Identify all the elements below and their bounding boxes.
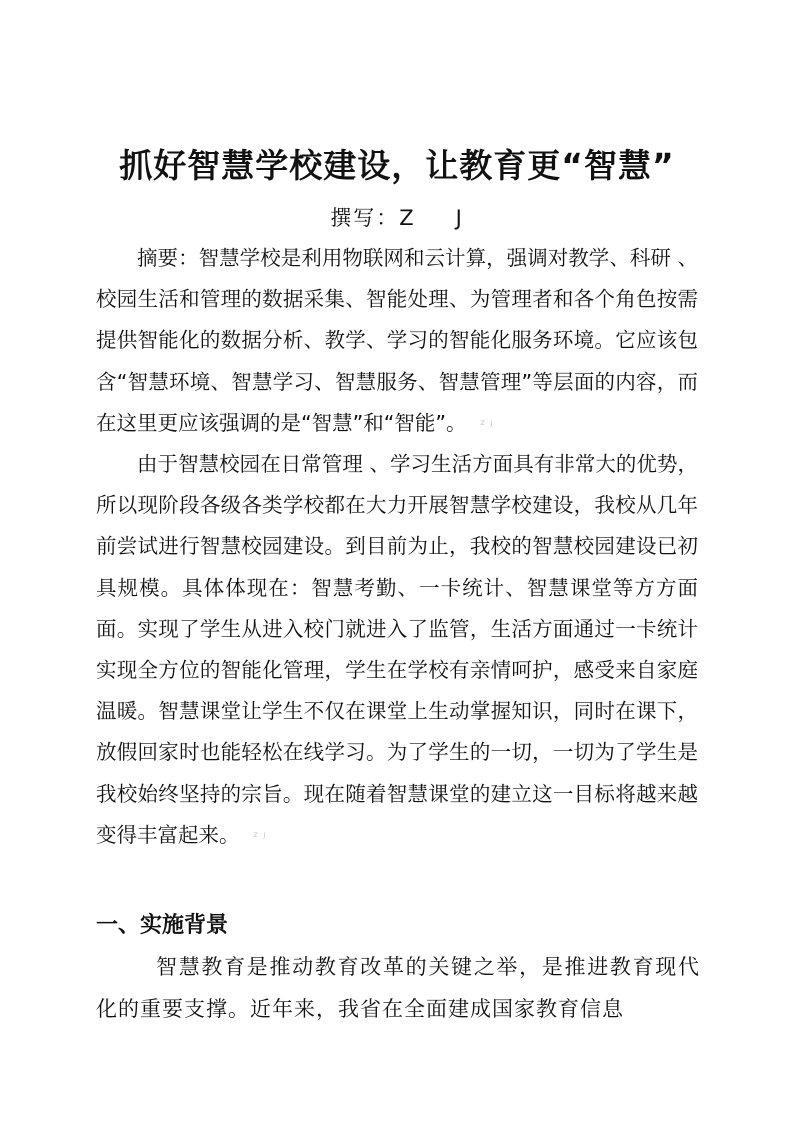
- document-title: 抓好智慧学校建设，让教育更“智慧”: [119, 146, 675, 185]
- section-paragraph: 智慧教育是推动教育改革的关键之举，是推进教育现代化的重要支撑。近年来，我省在全面建成国家教育信息: [96, 955, 700, 1021]
- watermark-speck: Z J: [480, 420, 495, 428]
- body-paragraph: [96, 444, 698, 856]
- abstract-text: 摘要：智慧学校是利用物联网和云计算，强调对教学、科研 、校园生活和管理的数据采集、智能处理、为管理者和各个角色按需提供智能化的数据分析、教学、学习的智能化服务环境。它应该包含“智慧环境、智慧学习、智慧服务、智慧管理”等层面的内容，而在这里更应该强调的是“智慧”和“智能”。: [96, 246, 698, 435]
- section-heading: 一、实施背景: [96, 913, 229, 938]
- author-name-second: J: [455, 206, 464, 230]
- watermark-speck: Z J: [253, 832, 268, 840]
- abstract-paragraph: [96, 238, 698, 444]
- body-text: 由于智慧校园在日常管理 、学习生活方面具有非常大的优势，所以现阶段各级各类学校都在大力开展智慧学校建设，我校从几年前尝试进行智慧校园建设。到目前为止，我校的智慧校园建设已初具规模。具体体现在：智慧考勤、一卡统计、智慧课堂等方方面面。实现了学生从进入校门就进入了监管，生活方面通过一卡统计实现全方位的智能化管理，学生在学校有亲情呵护，感受来自家庭温暖。智慧课堂让学生不仅在课堂上生动掌握知识，同时在课下，放假回家时也能轻松在线学习。为了学生的一切，一切为了学生是我校始终坚持的宗旨。现在随着智慧课堂的建立这一目标将越来越变得丰富起来。: [96, 452, 698, 847]
- author-label: 撰写：: [330, 206, 400, 230]
- author-line: [0, 202, 794, 232]
- author-name-first: Z: [399, 206, 416, 230]
